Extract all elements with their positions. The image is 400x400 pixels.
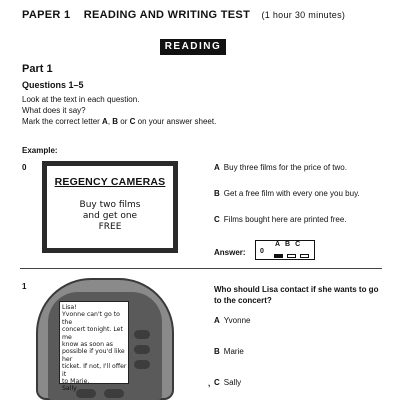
- sms-line: Sally: [62, 385, 77, 393]
- phone-key-icon: [134, 330, 150, 339]
- instruction-line-2: What does it say?: [22, 106, 86, 115]
- sms-line: Lisa!: [62, 304, 77, 311]
- sms-line: possible if you'd like her: [62, 348, 125, 363]
- question-option-a: [214, 316, 250, 325]
- option-letter: B: [214, 189, 220, 198]
- answer-label: Answer:: [214, 248, 246, 257]
- option-letter: C: [214, 215, 220, 224]
- answer-lozenge-a: [274, 254, 283, 258]
- option-letter: C: [214, 378, 220, 387]
- sms-line: concert tonight. Let me: [62, 326, 123, 341]
- question-prompt: Who should Lisa contact if she wants to go to the concert?: [214, 285, 379, 305]
- example-option-c: [214, 215, 347, 224]
- sms-line: Yvonne can't go to the: [62, 311, 120, 326]
- part-title: Part 1: [22, 63, 53, 75]
- sms-line: ticket. If not, I'll offer it: [62, 363, 127, 378]
- answer-letters: ABC: [275, 241, 306, 248]
- sign-line-1: Buy two films: [79, 200, 141, 210]
- instruction-line-1: Look at the text in each question.: [22, 95, 140, 104]
- phone-key-icon: [134, 360, 150, 369]
- option-letter: A: [214, 163, 220, 172]
- answer-lozenge-b: [287, 254, 296, 258]
- option-letter: B: [214, 347, 220, 356]
- option-text: Sally: [223, 378, 242, 387]
- answer-number: 0: [260, 248, 264, 255]
- example-option-b: [214, 189, 360, 198]
- answer-lozenge-c: [300, 254, 309, 258]
- questions-range: Questions 1–5: [22, 80, 84, 90]
- question-option-c: [214, 378, 241, 387]
- pencil-mark: ,: [208, 379, 211, 388]
- paper-duration: (1 hour 30 minutes): [261, 10, 346, 20]
- sign-line-3: FREE: [98, 222, 122, 232]
- question-number: 1: [22, 282, 27, 291]
- option-text: Films bought here are printed free.: [223, 215, 347, 224]
- example-label: Example:: [22, 146, 58, 155]
- option-text: Buy three films for the price of two.: [223, 163, 347, 172]
- option-text: Marie: [223, 347, 244, 356]
- example-number: 0: [22, 163, 27, 172]
- sign-title: REGENCY CAMERAS: [54, 176, 166, 188]
- question-option-b: [214, 347, 244, 356]
- paper-number: PAPER 1: [22, 9, 71, 21]
- section-banner: READING: [160, 39, 226, 55]
- instruction-line-3: Mark the correct letter A, B or C on your answer sheet.: [22, 117, 217, 126]
- option-text: Yvonne: [223, 316, 251, 325]
- text-message: [62, 304, 128, 393]
- phone-key-icon: [134, 345, 150, 354]
- sign-line-2: and get one: [82, 211, 138, 221]
- option-letter: A: [214, 316, 220, 325]
- sms-line: to Marie.: [62, 378, 90, 386]
- example-option-a: [214, 163, 347, 172]
- paper-header: [22, 9, 345, 21]
- section-divider: [20, 268, 382, 269]
- paper-title: READING AND WRITING TEST: [83, 9, 251, 21]
- option-text: Get a free film with every one you buy.: [223, 189, 360, 198]
- sms-line: know as soon as: [62, 341, 113, 349]
